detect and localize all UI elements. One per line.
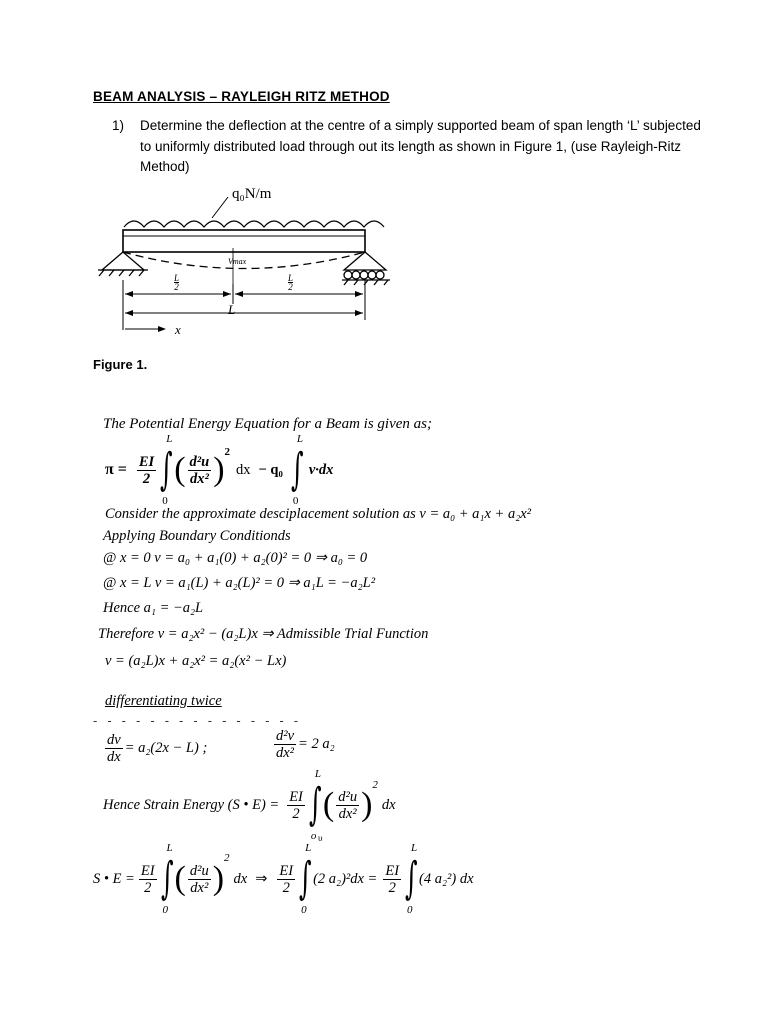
pe-equation: π = $\frac{EI}{2}$ L ∫ 0 ( $\frac{\text{d²u}}{\text{dx²}}$ ) 2 dx − q₀ L ∫ 0 v·dx: [105, 433, 334, 507]
question-text: Determine the deflection at the centre of a simply supported beam of span length ‘L’ subjected to uniformly distributed load through out its length as shown in Figure 1, (use Rayleigh-Ritz Method): [140, 118, 701, 174]
beam-figure: [90, 180, 420, 350]
beam: [123, 230, 365, 252]
stray-mark: υ: [318, 833, 323, 843]
distributed-load: [124, 221, 384, 227]
question-number: 1): [112, 118, 125, 133]
roller-support: [342, 252, 390, 285]
hence-a1: Hence a₁ = −a₂L: [103, 600, 204, 616]
v-expression: v = (a₂L)x + a₂x² = a₂(x² − Lx): [105, 653, 287, 669]
integral-sign: L ∫ 0: [290, 433, 304, 507]
page-title: BEAM ANALYSIS – RAYLEIGH RITZ METHOD: [93, 89, 390, 104]
pe-d2u-frac: $\frac{\text{d²u}}{\text{dx²}}$: [189, 453, 210, 487]
dimension-arrows: [125, 291, 363, 332]
bc-xL: @ x = L v = a₁(L) + a₂(L)² = 0 ⇒ a₁L = −a₂L²: [103, 575, 376, 591]
dimension-lines: [123, 280, 365, 330]
load-label: q₀N/m: [232, 186, 272, 202]
pe-ei-frac: $\frac{EI}{2}$: [138, 453, 155, 487]
figure-caption: Figure 1.: [93, 357, 148, 372]
first-derivative: $\frac{dv}{dx}$ = a₂(2x − L) ;: [107, 732, 208, 765]
strain-energy-expansion: S • E = $\frac{EI}{2}$ L ∫ 0 ( $\frac{\text{d²u}}{\text{dx²}}$ ) 2 dx ⇒ $\frac{EI}{2}$ L ∫ 0 (2 a₂)²dx = $\frac{EI}{2}$ L ∫ 0 (4 a₂²) dx: [93, 842, 474, 916]
applying-bc: Applying Boundary Conditionds: [103, 528, 291, 544]
consider-line: Consider the approximate desciplacement solution as v = a₀ + a₁x + a₂x²: [105, 506, 532, 522]
span-label: L: [228, 302, 236, 317]
differentiating-twice: differentiating twice: [105, 693, 222, 709]
strain-energy-line: Hence Strain Energy (S • E) = $\frac{EI}{2}$ L ∫ o ( $\frac{\text{d²u}}{\text{dx²}}$ ) 2 dx: [103, 768, 396, 842]
therefore-line: Therefore v = a₂x² − (a₂L)x ⇒ Admissible Trial Function: [98, 626, 429, 642]
half-span-right: L 2: [288, 273, 294, 292]
pe-lhs: π =: [105, 461, 127, 478]
pe-intro: The Potential Energy Equation for a Beam is given as;: [103, 416, 432, 432]
dash-separator: - - - - - - - - - - - - - - -: [93, 713, 302, 728]
x-label: x: [175, 322, 181, 337]
vmax-label: Vmax: [228, 257, 247, 266]
load-leader: [212, 197, 228, 218]
half-span-left: L 2: [174, 273, 180, 292]
integral-sign: L ∫ 0: [160, 433, 173, 507]
bc-x0: @ x = 0 v = a₀ + a₁(0) + a₂(0)² = 0 ⇒ a₀ = 0: [103, 550, 368, 566]
second-derivative: $\frac{\text{d²v}}{\text{dx²}}$ = 2 a₂: [276, 728, 335, 761]
pin-support: [98, 252, 148, 276]
